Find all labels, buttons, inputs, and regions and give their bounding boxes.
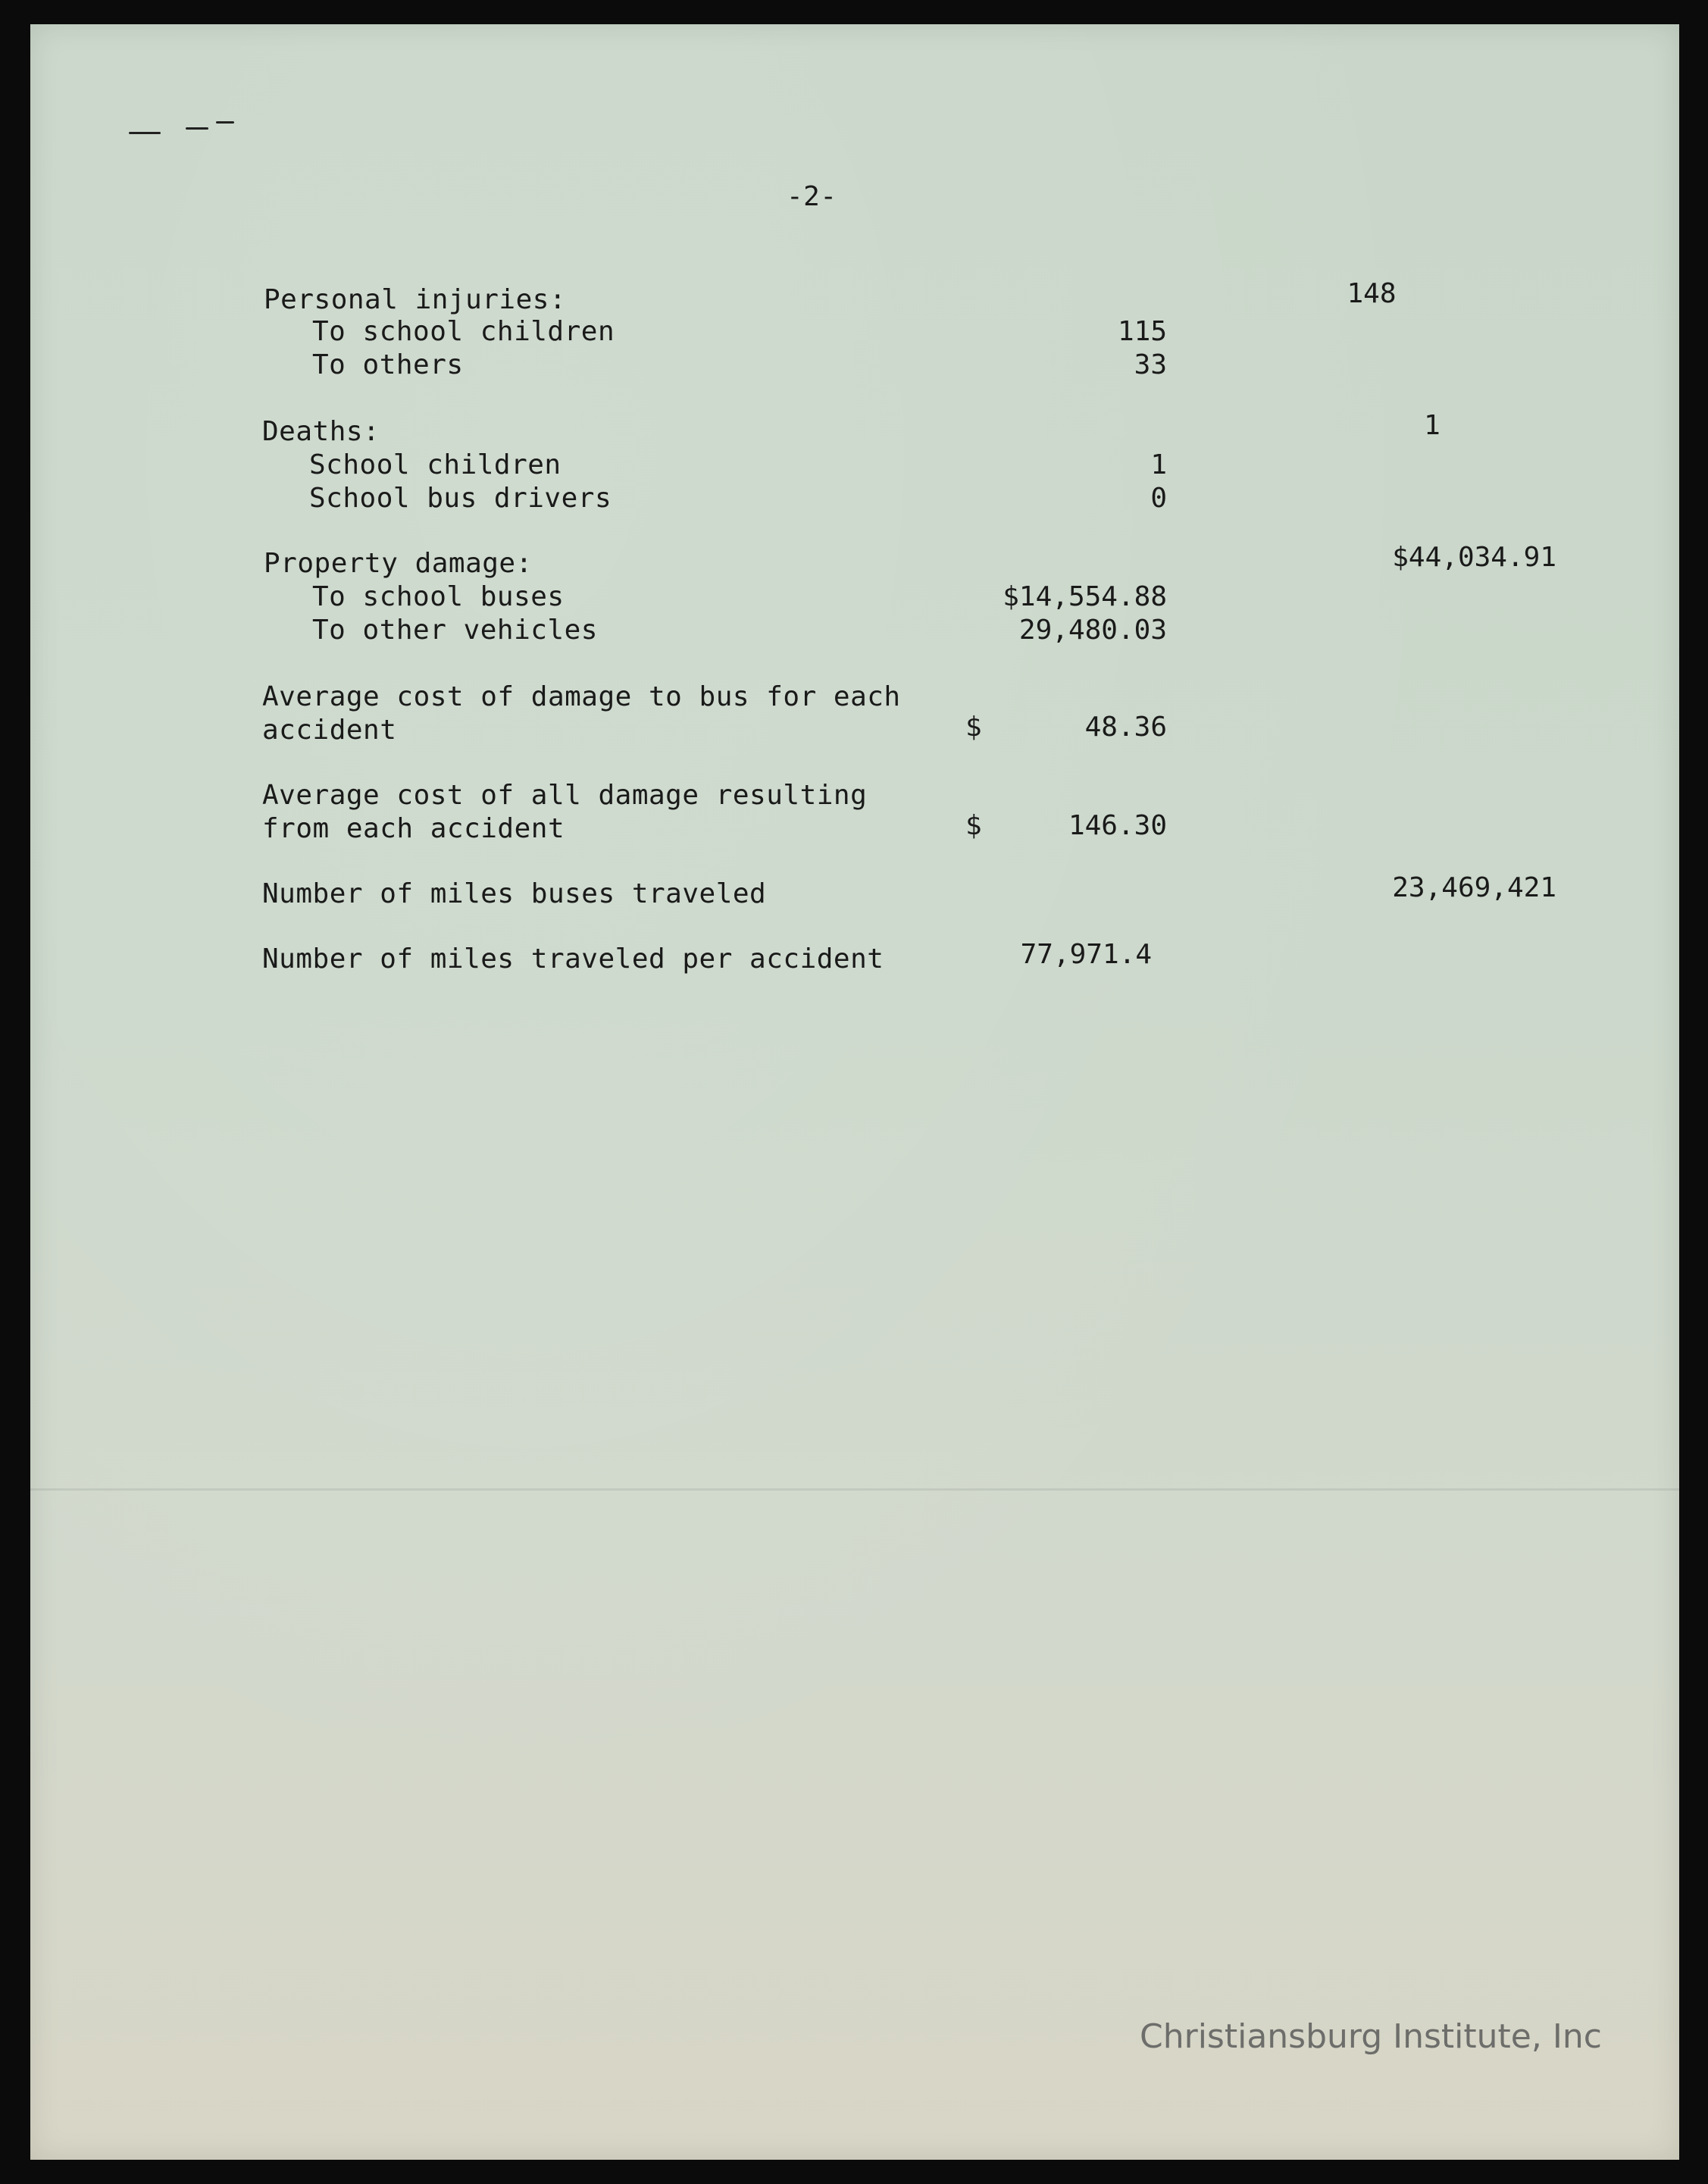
avg-bus-damage-currency: $ bbox=[965, 712, 983, 743]
personal-injuries-heading: Personal injuries: bbox=[264, 284, 567, 315]
page-number: -2- bbox=[787, 181, 837, 212]
avg-all-damage-line1: Average cost of all damage resulting bbox=[262, 780, 868, 811]
deaths-bus-drivers-label: School bus drivers bbox=[309, 483, 612, 514]
damage-other-vehicles-label: To other vehicles bbox=[312, 615, 598, 646]
deaths-school-children-label: School children bbox=[309, 449, 562, 480]
injuries-school-children-label: To school children bbox=[312, 316, 615, 347]
deaths-school-children-value: 1 bbox=[1150, 449, 1167, 480]
avg-bus-damage-line1: Average cost of damage to bus for each bbox=[262, 681, 901, 712]
property-damage-heading: Property damage: bbox=[264, 548, 533, 579]
archive-watermark: Christiansburg Institute, Inc bbox=[1140, 2017, 1602, 2056]
miles-per-accident-label: Number of miles traveled per accident bbox=[262, 943, 884, 975]
miles-per-accident-value: 77,971.4 bbox=[1020, 939, 1152, 970]
injuries-school-children-value: 115 bbox=[1117, 316, 1167, 347]
ink-mark bbox=[186, 127, 208, 130]
ink-mark bbox=[129, 132, 161, 134]
personal-injuries-total: 148 bbox=[1347, 278, 1397, 309]
damage-school-buses-label: To school buses bbox=[312, 581, 565, 612]
avg-all-damage-currency: $ bbox=[965, 810, 983, 841]
avg-all-damage-value: 146.30 bbox=[1068, 810, 1167, 841]
deaths-total: 1 bbox=[1424, 410, 1441, 441]
property-damage-total: $44,034.91 bbox=[1392, 542, 1556, 573]
avg-bus-damage-line2: accident bbox=[262, 715, 397, 746]
deaths-bus-drivers-value: 0 bbox=[1150, 483, 1167, 514]
injuries-others-value: 33 bbox=[1134, 349, 1167, 380]
ink-mark bbox=[216, 121, 234, 124]
damage-school-buses-value: $14,554.88 bbox=[1003, 581, 1167, 612]
injuries-others-label: To others bbox=[312, 349, 464, 380]
damage-other-vehicles-value: 29,480.03 bbox=[1018, 615, 1167, 646]
avg-all-damage-line2: from each accident bbox=[262, 813, 565, 844]
paper-fold-line bbox=[30, 1488, 1679, 1491]
document-page bbox=[30, 24, 1679, 2160]
miles-traveled-total: 23,469,421 bbox=[1392, 872, 1556, 903]
avg-bus-damage-value: 48.36 bbox=[1084, 712, 1167, 743]
miles-traveled-label: Number of miles buses traveled bbox=[262, 878, 767, 909]
deaths-heading: Deaths: bbox=[262, 416, 380, 447]
